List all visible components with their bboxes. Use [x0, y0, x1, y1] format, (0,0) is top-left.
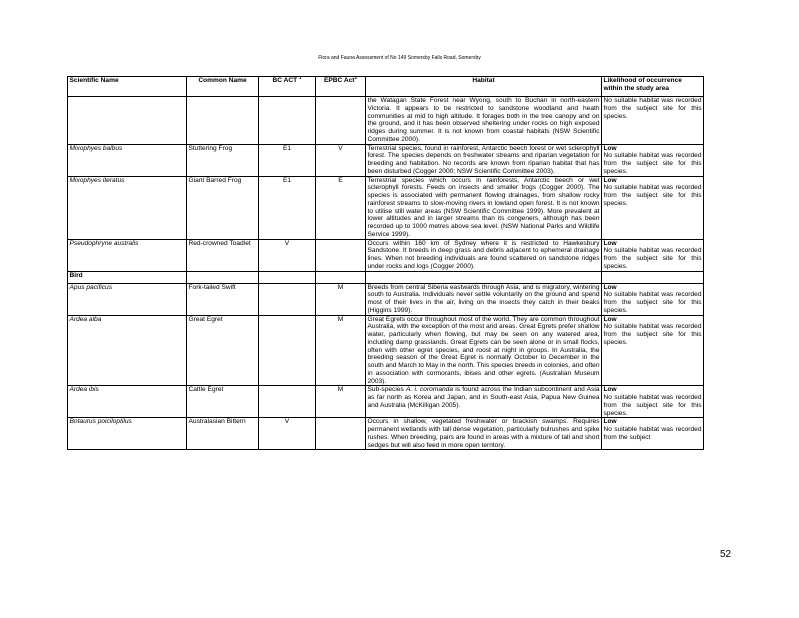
epbc-status-cell: M	[316, 283, 366, 315]
bc-status-cell: V	[259, 239, 316, 271]
habitat-subspecies-name: A. i. coromanda	[406, 386, 453, 394]
common-name-cell: Red-crowned Toadlet	[187, 239, 259, 271]
scientific-name-cell	[68, 97, 187, 145]
likelihood-text: No suitable habitat was recorded from the subject site for this species.	[603, 97, 702, 120]
bc-status-cell	[259, 283, 316, 315]
col-epbc-act	[316, 74, 366, 97]
epbc-status-cell	[316, 239, 366, 271]
likelihood-text: No suitable habitat was recorded from the subject site for this species.	[603, 184, 702, 207]
likelihood-text: No suitable habitat was recorded from the subject site for this species.	[603, 291, 702, 314]
scientific-name-cell: Apus pacificus	[68, 283, 187, 315]
common-name-cell	[187, 97, 259, 145]
likelihood-level: Low	[603, 283, 617, 291]
likelihood-cell	[602, 239, 704, 271]
scientific-name-cell: Ardea alba	[68, 315, 187, 386]
table-row	[68, 176, 704, 239]
section-row-bird	[68, 271, 704, 283]
bc-status-cell	[259, 386, 316, 418]
habitat-cell: Terrestrial species which occurs in rainforests, Antarctic beech or wet sclerophyll forests. Feeds on insects and smaller frogs (Cogger 2000). The species is associated with permanent flowing drainages, from shallow rocky rainforest streams to slow-moving rivers in lowland open forest. It is not known to utilise still water areas (NSW Scientific Committee 1999). More prevalent at lower altitudes and in larger streams than its congeners, although has been recorded up to 1000 metres above sea level. (NSW National Parks and Wildlife Service 1999).	[367, 176, 600, 238]
section-label: Bird	[68, 271, 187, 283]
common-name-cell: Stuttering Frog	[187, 144, 259, 176]
col-epbc-act-footnote: 2	[354, 74, 358, 80]
likelihood-text: No suitable habitat was recorded from the subject site for this species.	[603, 152, 702, 175]
bc-status-cell	[259, 97, 316, 145]
scientific-name-cell: Botaurus poiciloptilus	[68, 418, 187, 450]
likelihood-level: Low	[603, 176, 617, 184]
table-row	[68, 97, 704, 145]
bc-status-cell	[259, 315, 316, 386]
likelihood-cell	[602, 144, 704, 176]
table-row	[68, 239, 704, 271]
col-habitat: Habitat	[366, 77, 602, 97]
likelihood-cell	[602, 386, 704, 418]
habitat-cell: Terrestrial species, found in rainforest, Antarctic beech forest or wet sclerophyll forest. The species depends on freshwater streams and riparian vegetation for breeding and habitation. No records are known from riparian habitat that has been disturbed (Cogger 2000; NSW Scientific Committee 2003).	[367, 144, 600, 175]
epbc-status-cell: E	[316, 176, 366, 239]
likelihood-text: No suitable habitat was recorded from the subject	[603, 426, 702, 441]
likelihood-text: No suitable habitat was recorded from the subject site for this species.	[603, 247, 702, 270]
col-scientific-name: Scientific Name	[68, 77, 187, 97]
likelihood-cell	[602, 97, 704, 145]
col-bc-act-footnote: 1	[299, 74, 302, 80]
bc-status-cell: E1	[259, 176, 316, 239]
scientific-name-cell: Ardea ibis	[68, 386, 187, 418]
likelihood-cell	[602, 315, 704, 386]
habitat-cell	[366, 386, 602, 418]
epbc-status-cell: V	[316, 144, 366, 176]
likelihood-cell	[602, 418, 704, 450]
col-likelihood: Likelihood of occurrence within the study area	[602, 77, 704, 97]
habitat-cell: Occurs in shallow, vegetated freshwater or brackish swamps. Requires permanent wetlands with tall dense vegetation, particularly bulrushes and spike rushes. When breeding, pairs are found in areas with a mixture of tall and short sedges but will also feed in more open territory.	[367, 418, 600, 449]
likelihood-cell	[602, 176, 704, 239]
bc-status-cell: E1	[259, 144, 316, 176]
page-header: Flora and Fauna Assessment of No 149 Somersby Falls Road, Somersby	[318, 55, 481, 61]
likelihood-text: No suitable habitat was recorded from the subject site for this species.	[603, 394, 702, 417]
col-bc-act	[259, 74, 316, 97]
likelihood-level: Low	[603, 418, 617, 426]
common-name-cell: Cattle Egret	[187, 386, 259, 418]
epbc-status-cell: M	[316, 386, 366, 418]
epbc-status-cell: M	[316, 315, 366, 386]
table-row	[68, 283, 704, 315]
scientific-name-cell: Mixophyes balbus	[68, 144, 187, 176]
habitat-text-pre: Sub-species	[367, 386, 407, 394]
habitat-cell: the Watagan State Forest near Wyong, south to Buchan in north-eastern Victoria. It appears to be restricted to sandstone woodland and heath communities at mid to high altitude. It forages both in the tree canopy and on the ground, and it has been observed sheltering under rocks on high exposed ridges during summer. It is not known from coastal habitats (NSW Scientific Committee 2000).	[367, 97, 600, 143]
col-bc-act-label: BC ACT	[272, 77, 298, 84]
table-row	[68, 144, 704, 176]
scientific-name-cell: Pseudophryne australis	[68, 239, 187, 271]
epbc-status-cell	[316, 97, 366, 145]
table-row	[68, 386, 704, 418]
likelihood-level: Low	[603, 239, 617, 247]
common-name-cell: Great Egret	[187, 315, 259, 386]
common-name-cell: Fork-tailed Swift	[187, 283, 259, 315]
likelihood-level: Low	[603, 144, 617, 152]
species-table	[67, 76, 704, 450]
habitat-cell: Breeds from central Siberia eastwards through Asia, and is migratory, wintering south to Australia. Individuals never settle voluntarily on the ground and spend most of their lives in the air, living on the insects they catch in their beaks (Higgins 1999).	[367, 283, 600, 314]
likelihood-level: Low	[603, 315, 617, 323]
bc-status-cell: V	[259, 418, 316, 450]
habitat-cell: Great Egrets occur throughout most of the world. They are common throughout Australia, with the exception of the most arid areas. Great Egrets prefer shallow water, particularly when flowing, but may be seen on any watered area, including damp grasslands. Great Egrets can be seen alone or in small flocks, often with other egret species, and roost at night in groups. In Australia, the breeding season of the Great Egret is normally October to December in the south and March to May in the north. This species breeds in colonies, and often in association with cormorants, ibises and other egrets. (Australian Museum 2003).	[367, 315, 600, 385]
likelihood-cell	[602, 283, 704, 315]
likelihood-text: No suitable habitat was recorded from the subject site for this species.	[603, 323, 702, 346]
common-name-cell: Australasian Bittern	[187, 418, 259, 450]
page-number: 52	[720, 549, 732, 560]
col-epbc-act-label: EPBC Act	[323, 77, 355, 84]
scientific-name-cell: Mixophyes iteratus	[68, 176, 187, 239]
habitat-cell: Occurs within 160 km of Sydney where it is restricted to Hawkesbury Sandstone. It breeds in deep grass and debris adjacent to ephemeral drainage lines. When not breeding individuals are found scattered on sandstone ridges under rocks and logs (Cogger 2000).	[367, 239, 600, 270]
col-common-name: Common Name	[187, 77, 259, 97]
table-row	[68, 418, 704, 450]
common-name-cell: Giant Barred Frog	[187, 176, 259, 239]
likelihood-level: Low	[603, 386, 617, 394]
epbc-status-cell	[316, 418, 366, 450]
table-row	[68, 315, 704, 386]
habitat-text-post: is found across the Indian subcontinent and Asia as far north as Korea and Japan, and in South-east Asia, Papua New Guinea and Australia (McKilligan 2005).	[367, 386, 600, 409]
table-header-row	[68, 77, 704, 97]
